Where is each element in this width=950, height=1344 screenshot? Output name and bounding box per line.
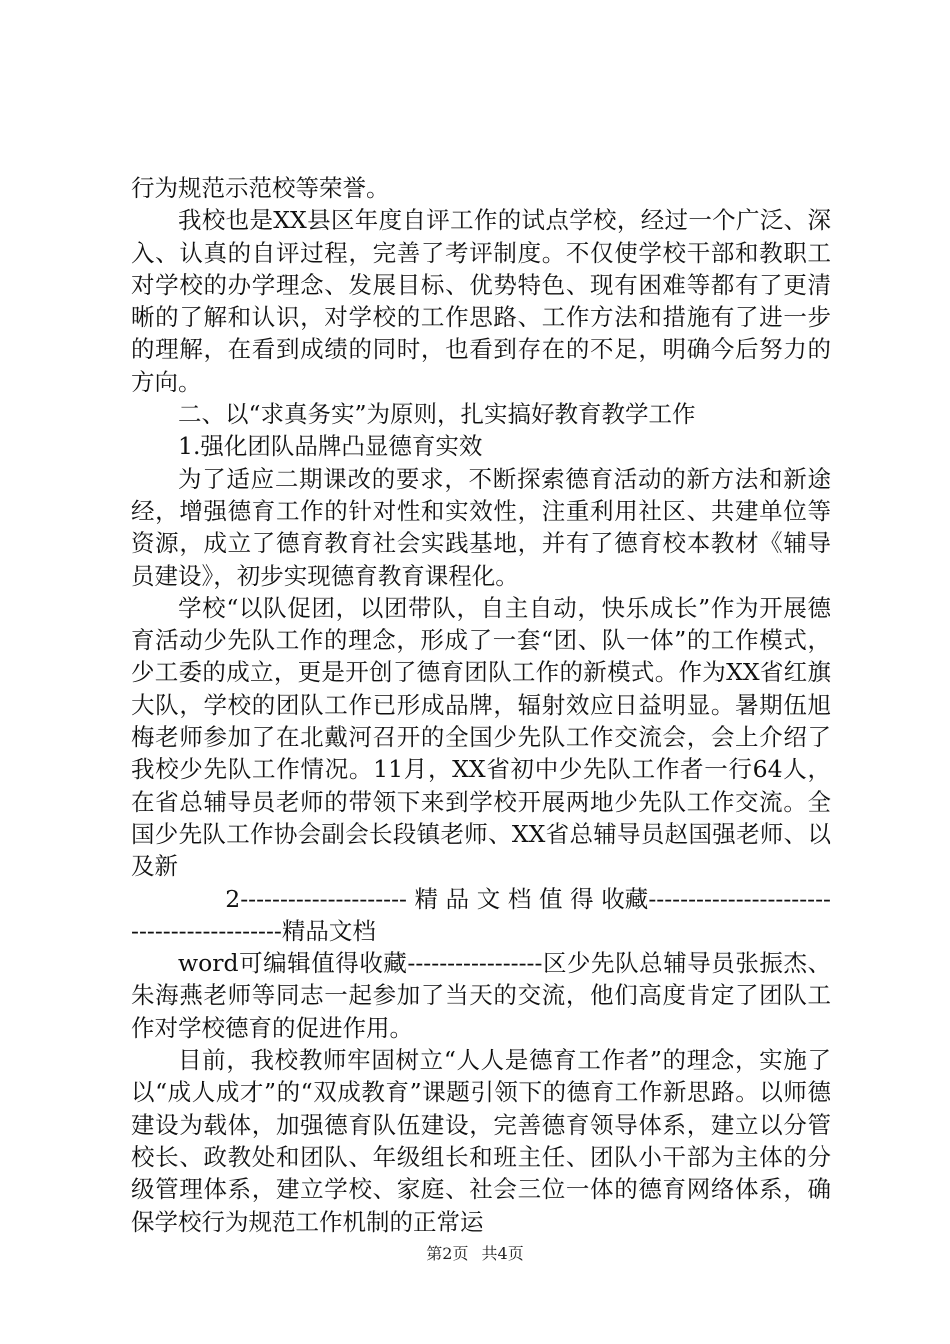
paragraph-1: 行为规范示范校等荣誉。 [131, 174, 390, 202]
paragraph-2: 我校也是XX县区年度自评工作的试点学校，经过一个广泛、深入、认真的自评过程，完善了考评制度。不仅使学校干部和教职工对学校的办学理念、发展目标、优势特色、现有困难等都有了更清晰的了解和认识，对学校的工作思路、工作方法和措施有了进一步的理解，在看到成绩的同时，也看到存在的不足，明确今后努力的方向。 [131, 206, 831, 396]
document-body [131, 172, 831, 1238]
paragraph-6: 学校“以队促团，以团带队，自主自动，快乐成长”作为开展德育活动少先队工作的理念，形成了一套“团、队一体”的工作模式，少工委的成立，更是开创了德育团队工作的新模式。作为XX省红旗大队，学校的团队工作已形成品牌，辐射效应日益明显。暑期伍旭梅老师参加了在北戴河召开的全国少先队工作交流会，会上介绍了我校少先队工作情况。11月，XX省初中少先队工作者一行64人，在省总辅导员老师的带领下来到学校开展两地少先队工作交流。全国少先队工作协会副会长段镇老师、XX省总辅导员赵国强老师、以及新 [131, 593, 831, 881]
section-heading: 二、以“求真务实”为原则，扎实搞好教育教学工作 [178, 400, 696, 429]
paragraph-8: word可编辑值得收藏-----------------区少先队总辅导员张振杰、朱海燕老师等同志一起参加了当天的交流，他们高度肯定了团队工作对学校德育的促进作用。 [131, 949, 831, 1042]
page-total: 共4页 [481, 1244, 524, 1263]
paragraph-5: 为了适应二期课改的要求，不断探索德育活动的新方法和新途经，增强德育工作的针对性和实效性，注重利用社区、共建单位等资源，成立了德育教育社会实践基地，并有了德育校本教材《辅导员建设》，初步实现德育教育课程化。 [131, 464, 831, 590]
page-number: 第2页 [426, 1244, 469, 1263]
watermark-separator-line: 2--------------------- 精 品 文 档 值 得 收藏------------------------------------------精品文档 [131, 884, 831, 945]
subsection-heading: 1.强化团队品牌凸显德育实效 [178, 432, 483, 461]
page-footer [0, 1244, 950, 1264]
paragraph-9: 目前，我校教师牢固树立“人人是德育工作者”的理念，实施了以“成人成才”的“双成教育”课题引领下的德育工作新思路。以师德建设为载体，加强德育队伍建设，完善德育领导体系，建立以分管校长、政教处和团队、年级组长和班主任、团队小干部为主体的分级管理体系，建立学校、家庭、社会三位一体的德育网络体系，确保学校行为规范工作机制的正常运 [131, 1046, 831, 1236]
